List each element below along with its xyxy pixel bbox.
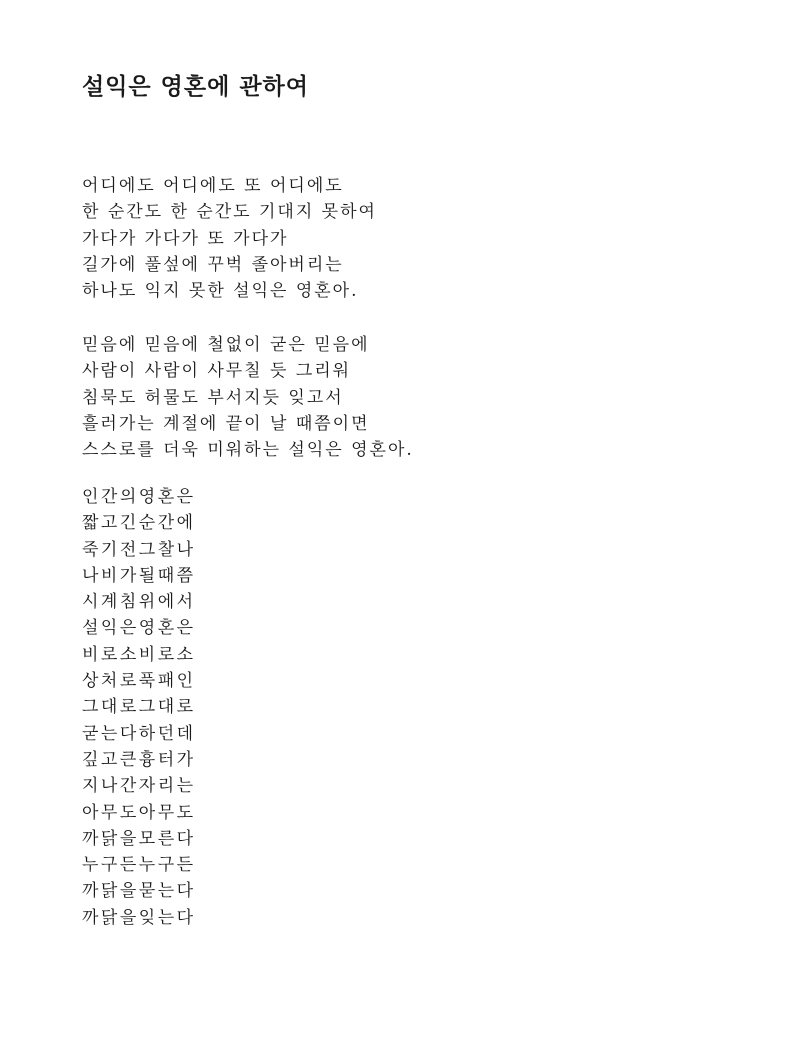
verse-line: 까닭을모른다 xyxy=(82,828,196,849)
verse-line: 누구든누구든 xyxy=(82,855,196,876)
verse-line: 스스로를 더욱 미워하는 설익은 영혼아. xyxy=(82,440,414,461)
stanza-2 xyxy=(82,332,414,463)
verse-line: 비로소비로소 xyxy=(82,644,196,665)
verse-line: 사람이 사람이 사무칠 듯 그리워 xyxy=(82,361,352,382)
verse-line: 죽기전그찰나 xyxy=(82,539,196,560)
verse-line: 흘러가는 계절에 끝이 날 때쯤이면 xyxy=(82,413,370,434)
verse-line: 시계침위에서 xyxy=(82,592,196,613)
verse-line: 아무도아무도 xyxy=(82,802,196,823)
verse-line: 나비가될때쯤 xyxy=(82,565,196,586)
verse-line: 가다가 가다가 또 가다가 xyxy=(82,228,289,249)
verse-line: 설익은영혼은 xyxy=(82,618,196,639)
verse-line: 짧고긴순간에 xyxy=(82,513,196,534)
poem-title: 설익은 영혼에 관하여 xyxy=(82,73,309,100)
verse-line: 까닭을잊는다 xyxy=(82,907,196,928)
verse-line: 상처로푹패인 xyxy=(82,671,196,692)
stanza-1 xyxy=(82,173,377,304)
stanza-3 xyxy=(82,484,196,931)
verse-line: 그대로그대로 xyxy=(82,697,196,718)
verse-line: 믿음에 믿음에 철없이 굳은 믿음에 xyxy=(82,335,370,355)
verse-line: 굳는다하던데 xyxy=(82,723,196,744)
verse-line: 하나도 익지 못한 설익은 영혼아. xyxy=(82,281,359,302)
verse-line: 까닭을묻는다 xyxy=(82,881,196,902)
verse-line: 어디에도 어디에도 또 어디에도 xyxy=(82,176,344,196)
verse-line: 지나간자리는 xyxy=(82,776,196,797)
verse-line: 길가에 풀섶에 꾸벅 졸아버리는 xyxy=(82,254,344,275)
verse-line: 침묵도 허물도 부서지듯 잊고서 xyxy=(82,387,344,408)
verse-line: 한 순간도 한 순간도 기대지 못하여 xyxy=(82,202,377,223)
verse-line: 깊고큰흉터가 xyxy=(82,749,196,770)
verse-line: 인간의영혼은 xyxy=(82,487,196,507)
